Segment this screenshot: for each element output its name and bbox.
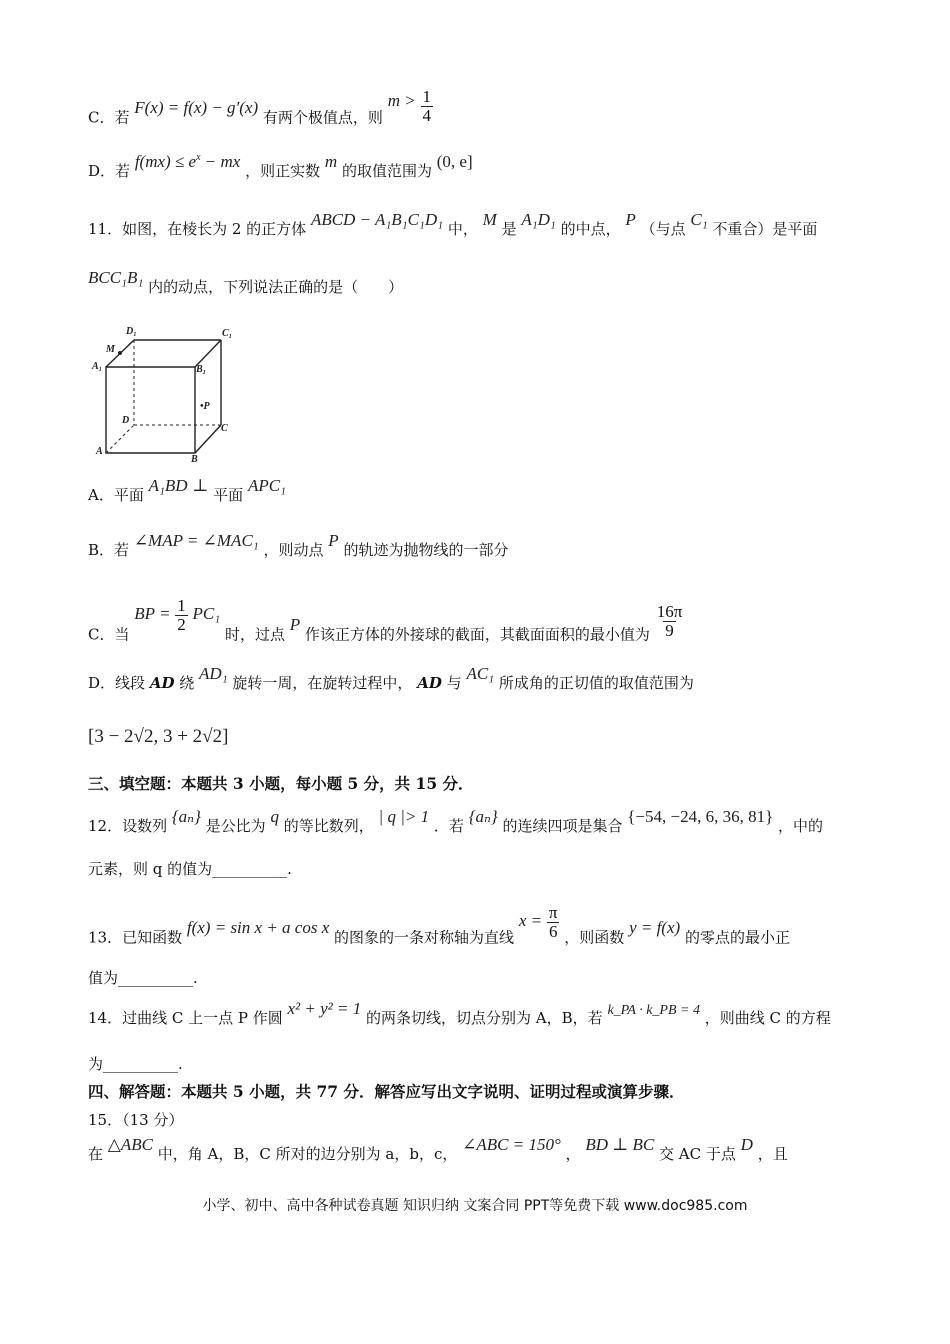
- perp-symbol: ⊥: [192, 476, 209, 495]
- option-text: ，则动点: [263, 541, 324, 559]
- segment-ad: AD: [417, 674, 442, 692]
- perpendicular: BD ⊥ BC: [585, 1135, 655, 1154]
- label-b: B: [191, 454, 198, 462]
- option-text: 绕: [179, 674, 195, 692]
- option-label: D．若: [88, 162, 131, 180]
- cube-edge: [195, 340, 221, 367]
- section-3-heading: 三、填空题：本题共 3 小题，每小题 5 分，共 15 分．: [88, 774, 474, 793]
- fraction: [547, 904, 560, 941]
- q14-text: 14．过曲线 C 上一点 P 作圆: [88, 1009, 283, 1027]
- fraction-numerator: 1: [177, 596, 186, 615]
- axis-equation: [518, 903, 564, 941]
- point-d: D: [740, 1135, 753, 1154]
- option-b-q11: [88, 531, 509, 559]
- option-text: 有两个极值点，则: [262, 108, 383, 127]
- q12-text: 的连续四项是集合: [502, 817, 623, 835]
- q13-text: 的图象的一条对称轴为直线: [334, 928, 515, 947]
- q11-cube: ABCD − A₁B₁C₁D₁: [310, 210, 444, 229]
- label-b1: B₁: [196, 364, 207, 375]
- option-text: 旋转一周，在旋转过程中，: [232, 674, 413, 692]
- option-text: 所成角的正切值的取值范围为: [498, 674, 694, 692]
- question-13-line2: 值为__________.: [88, 969, 198, 987]
- q12-text: 是公比为: [205, 817, 266, 835]
- cube-figure: [90, 322, 240, 462]
- q11-text: 是: [501, 220, 517, 238]
- q11-segment: A₁D₁: [521, 210, 556, 229]
- cube-edge: [195, 425, 221, 453]
- condition: m >: [387, 91, 416, 111]
- q13-text: ，则函数: [564, 928, 625, 947]
- formula-tail: − mx: [200, 152, 241, 171]
- option-label: B．若: [88, 541, 130, 559]
- bp-lhs: BP =: [134, 604, 171, 624]
- triangle: △ABC: [107, 1135, 153, 1154]
- formula-main: f(mx) ≤ e: [134, 152, 197, 171]
- slope-product: k_PA · k_PB = 4: [607, 1003, 700, 1018]
- point-m-dot: [118, 351, 122, 355]
- section-4-heading: 四、解答题：本题共 5 小题，共 77 分．解答应写出文字说明、证明过程或演算步骤．: [88, 1082, 685, 1101]
- q13-text: 13．已知函数: [88, 928, 183, 947]
- question-12-line2: 元素，则 q 的值为__________.: [88, 860, 292, 878]
- segment-ad1: AD₁: [199, 664, 228, 683]
- question-15-head: 15．（13 分）: [88, 1111, 184, 1129]
- question-13-line1: [88, 903, 790, 957]
- label-d1: D₁: [126, 326, 137, 337]
- number-set: {−54, −24, 6, 36, 81}: [627, 807, 774, 826]
- q11-plane: BCC₁B₁: [88, 268, 144, 287]
- fraction-denominator: 4: [422, 105, 431, 125]
- fraction-denominator: 6: [548, 921, 558, 941]
- option-label: C．若: [88, 108, 130, 127]
- page-footer: 小学、初中、高中各种试卷真题 知识归纳 文案合同 PPT等免费下载 www.doc985.com: [202, 1198, 748, 1214]
- plane-1: A₁BD: [148, 476, 188, 495]
- bp-equation: [134, 596, 225, 634]
- option-text: 作该正方体的外接球的截面，其截面面积的最小值为: [304, 625, 650, 644]
- option-text: ，则正实数: [245, 162, 321, 180]
- q12-text: ，中的: [778, 817, 824, 835]
- ratio-condition: | q |> 1: [378, 807, 430, 826]
- formula-sup: x: [196, 152, 201, 163]
- question-14-line1: [88, 999, 831, 1027]
- option-text: 时，过点: [224, 625, 285, 644]
- option-text: 与: [446, 674, 462, 692]
- label-c1: C₁: [222, 328, 233, 339]
- q15-text: 交 AC 于点: [659, 1145, 736, 1163]
- option-text: 的取值范围为: [341, 162, 432, 180]
- label-a1: A₁: [92, 361, 103, 372]
- fraction: [421, 88, 434, 125]
- q11-text: 11．如图，在棱长为 2 的正方体: [88, 220, 307, 238]
- function-y: y = f(x): [629, 918, 681, 938]
- q14-text: ，则曲线 C 的方程: [704, 1009, 831, 1027]
- q11-text: 内的动点，下列说法正确的是（ ）: [148, 278, 404, 296]
- question-11-line1: [88, 210, 818, 238]
- plane-2: APC₁: [247, 476, 286, 495]
- q11-text: 的中点，: [560, 220, 621, 238]
- label-m: M: [106, 344, 115, 355]
- fraction-numerator: 16π: [656, 602, 683, 621]
- label-d: D: [122, 415, 130, 426]
- q11-text: 不重合）是平面: [712, 220, 818, 238]
- option-c-q10: [88, 87, 433, 137]
- fraction: [175, 597, 188, 634]
- segment-ac1: AC₁: [466, 664, 495, 683]
- option-d-q11-range: [88, 727, 228, 746]
- option-a-q11: [88, 476, 286, 504]
- option-label: C．当: [88, 625, 130, 644]
- angle: ∠ABC = 150°: [462, 1135, 561, 1154]
- question-14-line2: 为__________.: [88, 1055, 183, 1073]
- sequence: {aₙ}: [171, 807, 201, 826]
- circle-equation: x² + y² = 1: [287, 999, 362, 1018]
- q11-point-p: P: [625, 210, 636, 229]
- option-label: D．线段: [88, 674, 146, 692]
- q11-text: （与点: [640, 220, 686, 238]
- function: f(x) = sin x + a cos x: [186, 918, 330, 938]
- formula: F(x) = f(x) − g′(x): [134, 98, 259, 118]
- fraction-denominator: 9: [665, 620, 674, 640]
- range: (0, e]: [436, 152, 473, 171]
- q12-text: 12．设数列: [88, 817, 168, 835]
- question-15-line1: [88, 1135, 788, 1163]
- ratio-q: q: [270, 807, 279, 826]
- cube-hidden-edge: [106, 425, 134, 453]
- question-11-line2: [88, 268, 404, 296]
- segment-ad: AD: [149, 674, 175, 692]
- q13-text: 的零点的最小正: [684, 928, 790, 947]
- variable: m: [324, 152, 338, 171]
- q11-point-c1: C₁: [690, 210, 708, 229]
- x-equals: x =: [518, 911, 543, 931]
- q15-text: ，且: [757, 1145, 788, 1163]
- angle-condition: ∠MAP = ∠MAC₁: [133, 531, 259, 550]
- point-p: P: [328, 531, 339, 550]
- formula: [135, 152, 241, 171]
- option-text: 平面: [213, 486, 244, 504]
- question-12-line1: [88, 807, 824, 835]
- q11-text: 中，: [447, 220, 478, 238]
- option-d-q11: [88, 664, 694, 692]
- q11-point-m: M: [482, 210, 497, 229]
- q12-text: 的等比数列，: [283, 817, 374, 835]
- point-p: P: [289, 615, 301, 635]
- q15-text: 中，角 A，B，C 所对的边分别为 a，b，c，: [157, 1145, 458, 1163]
- option-label: A．平面: [88, 486, 144, 504]
- fraction-numerator: 1: [422, 87, 431, 106]
- option-text: 的轨迹为抛物线的一部分: [343, 541, 509, 559]
- fraction-numerator: π: [548, 903, 558, 922]
- label-p: •P: [200, 401, 210, 412]
- sequence: {aₙ}: [468, 807, 498, 826]
- q12-text: ．若: [433, 817, 464, 835]
- label-a: A: [96, 446, 103, 457]
- pc1: PC₁: [192, 604, 221, 624]
- q15-text: ，: [565, 1145, 581, 1163]
- range: [3 − 2√2, 3 + 2√2]: [88, 726, 229, 747]
- q14-text: 的两条切线，切点分别为 A，B，若: [366, 1009, 603, 1027]
- fraction-denominator: 2: [177, 614, 186, 634]
- answer-fraction: [655, 603, 685, 640]
- label-c: C: [221, 423, 228, 434]
- q15-text: 在: [88, 1145, 104, 1163]
